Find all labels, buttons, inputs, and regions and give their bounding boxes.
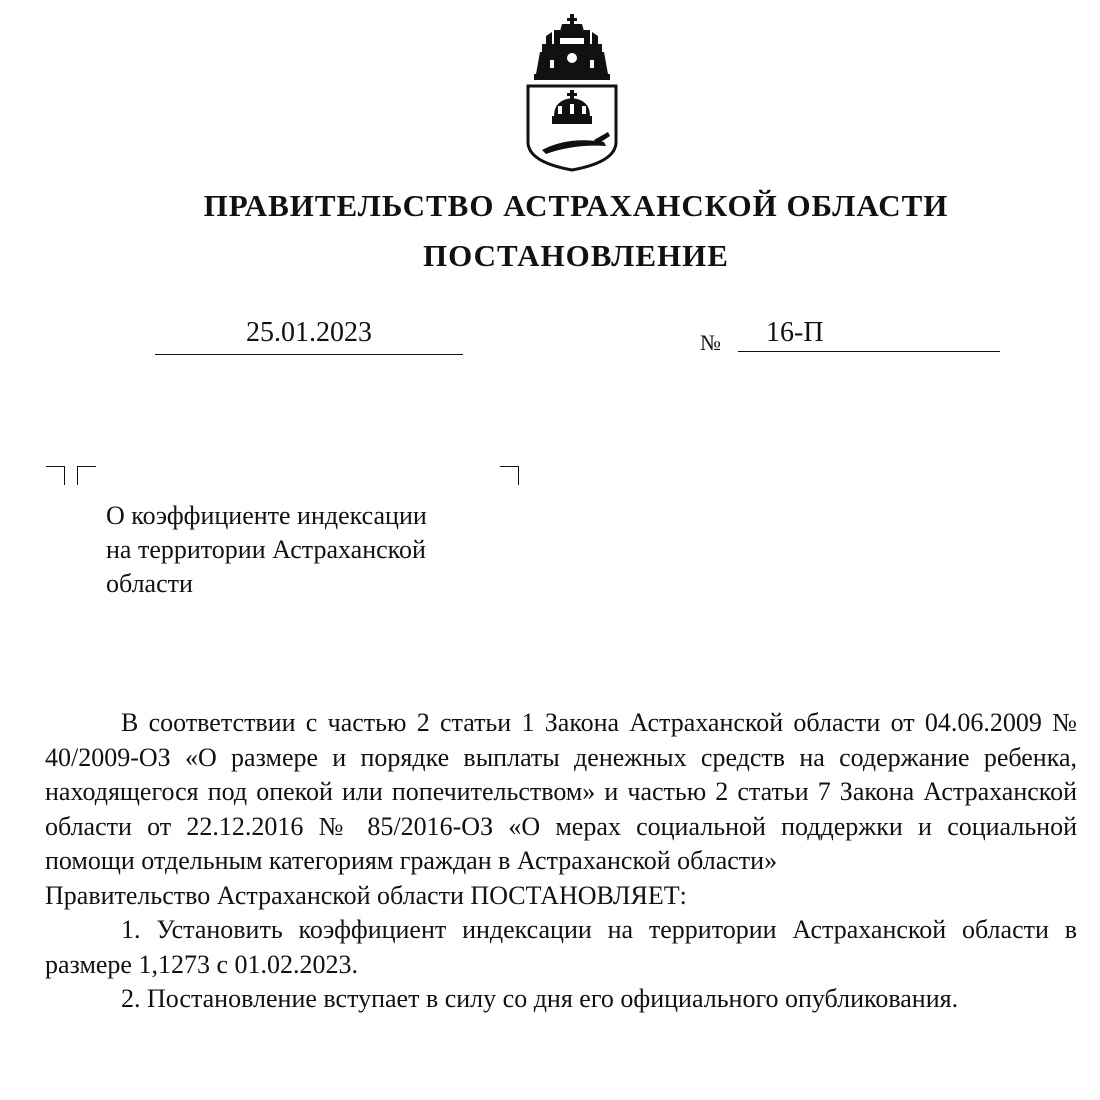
document-date: 25.01.2023 bbox=[155, 316, 463, 355]
preamble-paragraph: В соответствии с частью 2 статьи 1 Закона Астраханской области от 04.06.2009 № 40/2009-ОЗ «О размере и порядке выплаты денежных средств на содержание ребенка, находящегося под опекой или попечительством» и частью 2 статьи 7 Закона Астраханской области от 22.12.2016 № 85/2016-ОЗ «О мерах социальной поддержки и социальной помощи отдельным категориям граждан в Астраханской области» bbox=[45, 708, 1077, 875]
decree-item: 2. Постановление вступает в силу со дня его официального опубликования. bbox=[121, 984, 959, 1013]
document-body bbox=[45, 706, 1077, 1017]
decree-line: Правительство Астраханской области ПОСТАНОВЛЯЕТ: bbox=[45, 880, 687, 910]
number-sign: № bbox=[700, 330, 721, 355]
astrakhan-coat-of-arms-icon bbox=[524, 12, 620, 174]
decree-item: 1. Установить коэффициент индексации на территории Астраханской области в размере 1,1273 с 01.02.2023. bbox=[45, 915, 1077, 979]
corner-mark bbox=[77, 466, 96, 485]
subject-line: О коэффициенте индексации bbox=[106, 501, 427, 530]
document-subject bbox=[106, 499, 506, 601]
subject-line: на территории Астраханской bbox=[106, 535, 426, 564]
organization-title: ПРАВИТЕЛЬСТВО АСТРАХАНСКОЙ ОБЛАСТИ bbox=[203, 188, 949, 223]
corner-mark bbox=[46, 466, 65, 485]
corner-mark bbox=[500, 466, 519, 485]
subject-line: области bbox=[106, 569, 193, 598]
document-number: 16-П bbox=[738, 316, 1000, 352]
document-type-title: ПОСТАНОВЛЕНИЕ bbox=[423, 238, 729, 273]
